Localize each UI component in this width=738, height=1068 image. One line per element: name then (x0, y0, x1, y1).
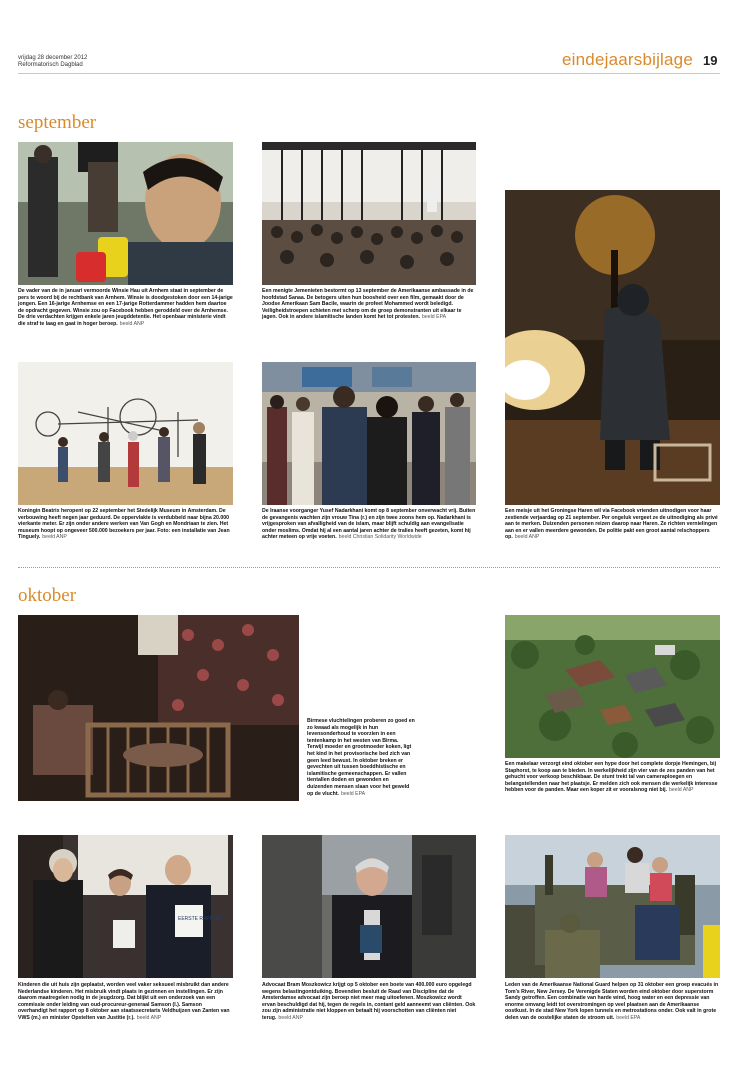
photo-credit: beeld ANP (119, 320, 145, 327)
photo-stedelijk-museum (18, 362, 233, 505)
caption-embassy-crowd (262, 288, 476, 321)
caption-national-guard (505, 982, 720, 1022)
photo-credit: beeld Christian Solidarity Worldwide (338, 534, 422, 541)
caption-text: Advocaat Bram Moszkowicz krijgt op 5 oktober een boete van 400.000 euro opgelegd wegens belastingontduiking. Bovendien besluit de Raad van Discipline dat de Amsterdamse advocaat zijn beroep niet meer mag uitoefenen. Moszkowicz wordt ervan beschuldigd dat hij, tegen de regels in, contant geld aanneemt van cliënten. Ook zou zijn administratie niet kloppen en betaalt hij voorschotten van cliënten niet terug. (262, 982, 476, 1021)
photo-haren-riot (505, 190, 720, 505)
photo-credit: beeld ANP (278, 1014, 303, 1021)
caption-text: Kinderen die uit huis zijn geplaatst, worden veel vaker seksueel misbruikt dan andere Nederlandse kinderen. Het misbruik vindt plaats in gezinnen en instellingen. Er zijn daarom maatregelen nodig in de jeugdzorg. Dat blijkt uit een onderzoek van een commissie onder leiding van oud-procureur-generaal Samson (l.). Samson overhandigt het rapport op 8 oktober aan staatssecretaris Veldhuijzen van Zanten van VWS (m.) en minister Opstelten van Justitie (r.). (18, 982, 230, 1021)
header-rule (18, 73, 720, 74)
photo-credit: beeld EPA (341, 790, 366, 797)
photo-credit: beeld ANP (136, 1014, 162, 1021)
page-number: 19 (703, 53, 718, 68)
caption-father-press (18, 288, 233, 328)
photo-hemingen-aerial (505, 615, 720, 758)
photo-embassy-crowd (262, 142, 476, 285)
caption-text: Een makelaar verzorgt eind oktober een hype door het complete dorpje Hemingen, bij Staphorst, te koop aan te bieden. In werkelijkheid zijn vier van de zes panden van het gehucht voor verkoop beschikbaar. De stunt trekt tal van cameraploegen en belangstellenden naar het plaatsje. Er melden zich ook mensen die werkelijk interesse hebben voor de panden. Maar een koper zit er vooralsnog niet bij. (505, 761, 718, 794)
caption-text: Leden van de Amerikaanse National Guard helpen op 31 oktober een groep evacués in Tom's River, New Jersey. De Verenigde Staten worden eind oktober door superstorm Sandy getroffen. Een combinatie van harde wind, hoog water en een depressie van enorme omvang leidt tot overstromingen op veel plaatsen aan de Amerikaanse oostkust. In de stad New York lopen tunnels en metrostations onder. Ook valt in grote delen van de oostelijke staten de stroom uit. (505, 982, 719, 1021)
photo-credit: beeld ANP (42, 534, 67, 541)
newspaper-name: Reformatorisch Dagblad (18, 62, 83, 68)
caption-report-handover (18, 982, 233, 1022)
photo-credit: beeld EPA (616, 1014, 641, 1021)
caption-text: De vader van de in januari vermoorde Winsie Hau uit Arnhem staat in september de pers te woord bij de rechtbank van Arnhem. Winsie is doodgestoken door een 14-jarige jongen. Een 16-jarige Arnhemse en een 17-jarige Rotterdammer hadden hem daartoe de opdracht gegeven. Winsie zou op Facebook hebben geroddeld over de Arnhemse. De drie verdachten krijgen enkele jaren jeugddetentie. Het openbaar ministerie vindt die straf te laag en gaat in hoger beroep. (18, 288, 233, 327)
caption-birma-camp (307, 718, 415, 797)
caption-text: Birmese vluchtelingen proberen zo goed en zo kwaad als mogelijk in hun levensonderhoud te voorzien in een tentenkamp in het westen van Birma. Terwijl moeder en grootmoeder koken, ligt het kind in het provisorische bed zich van geen leed bewust. In oktober breken er gevechten uit tussen boeddhistische en islamitische gemeenschappen. Er vallen tientallen doden en gewonden en duizenden mensen slaan voor het geweld op de vlucht. (307, 718, 415, 797)
month-heading-september: september (18, 112, 97, 133)
photo-moszkowicz (262, 835, 476, 978)
caption-text: De Iraanse voorganger Yusef Nadarkhani komt op 8 september onverwacht vrij. Buiten de gevangenis wachten zijn vrouw Tina (r.) en zijn twee zoons hem op. Nadarkhani is vrijgesproken van afvalligheid van de islam, maar blijft schuldig aan evangelisatie onder moslims. Omdat hij al een aantal jaren achter de tralies heeft gezeten, komt hij achter meteen op vrije voeten. (262, 508, 476, 541)
photo-father-press (18, 142, 233, 285)
caption-haren-riot (505, 508, 720, 541)
caption-moszkowicz (262, 982, 476, 1022)
section-title: eindejaarsbijlage (562, 50, 693, 69)
photo-birma-camp (18, 615, 299, 801)
photo-credit: beeld ANP (669, 787, 694, 794)
caption-stedelijk-museum (18, 508, 233, 541)
report-cover-text: EERSTE RAPPORT (178, 916, 224, 922)
month-heading-oktober: oktober (18, 585, 77, 606)
photo-national-guard (505, 835, 720, 978)
caption-nadarkhani-release (262, 508, 476, 541)
photo-report-handover (18, 835, 233, 978)
caption-text: Koningin Beatrix heropent op 22 september het Stedelijk Museum in Amsterdam. De verbouwing heeft negen jaar geduurd. De oppervlakte is verdubbeld naar bijna 20.000 vierkante meter. Er zijn onder andere werken van Van Gogh en Mondriaan te zien. Het museum hoopt op ongeveer 500.000 bezoekers per jaar. Foto: een installatie van Jean Tinguely. (18, 508, 230, 541)
photo-credit: beeld ANP (514, 534, 540, 541)
section-separator (18, 567, 720, 568)
caption-text: Een meisje uit het Groningse Haren wil via Facebook vrienden uitnodigen voor haar zestiende verjaardag op 21 september. Per ongeluk vergeet ze de uitnodiging als privé aan te merken. Duizenden personen reizen daarop naar Haren. Ze richten vernielingen aan en er vallen meerdere gewonden. De politie pakt een groot aantal relschoppers op. (505, 508, 718, 541)
caption-hemingen-aerial (505, 761, 720, 794)
photo-credit: beeld EPA (421, 314, 447, 321)
issue-date: vrijdag 28 december 2012 (18, 55, 88, 61)
caption-text: Een menigte Jemenieten bestormt op 13 september de Amerikaanse ambassade in de hoofdstad Sanaa. De betogers uiten hun boosheid over een film, gemaakt door de Joodse Amerikaan Sam Bacile, waarin de profeet Mohammed wordt beledigd. Veiligheidstroepen schieten met scherp om de groep demonstranten uit elkaar te jagen. Ook in andere islamitische landen komt het tot protesten. (262, 288, 474, 321)
photo-nadarkhani-release (262, 362, 476, 505)
